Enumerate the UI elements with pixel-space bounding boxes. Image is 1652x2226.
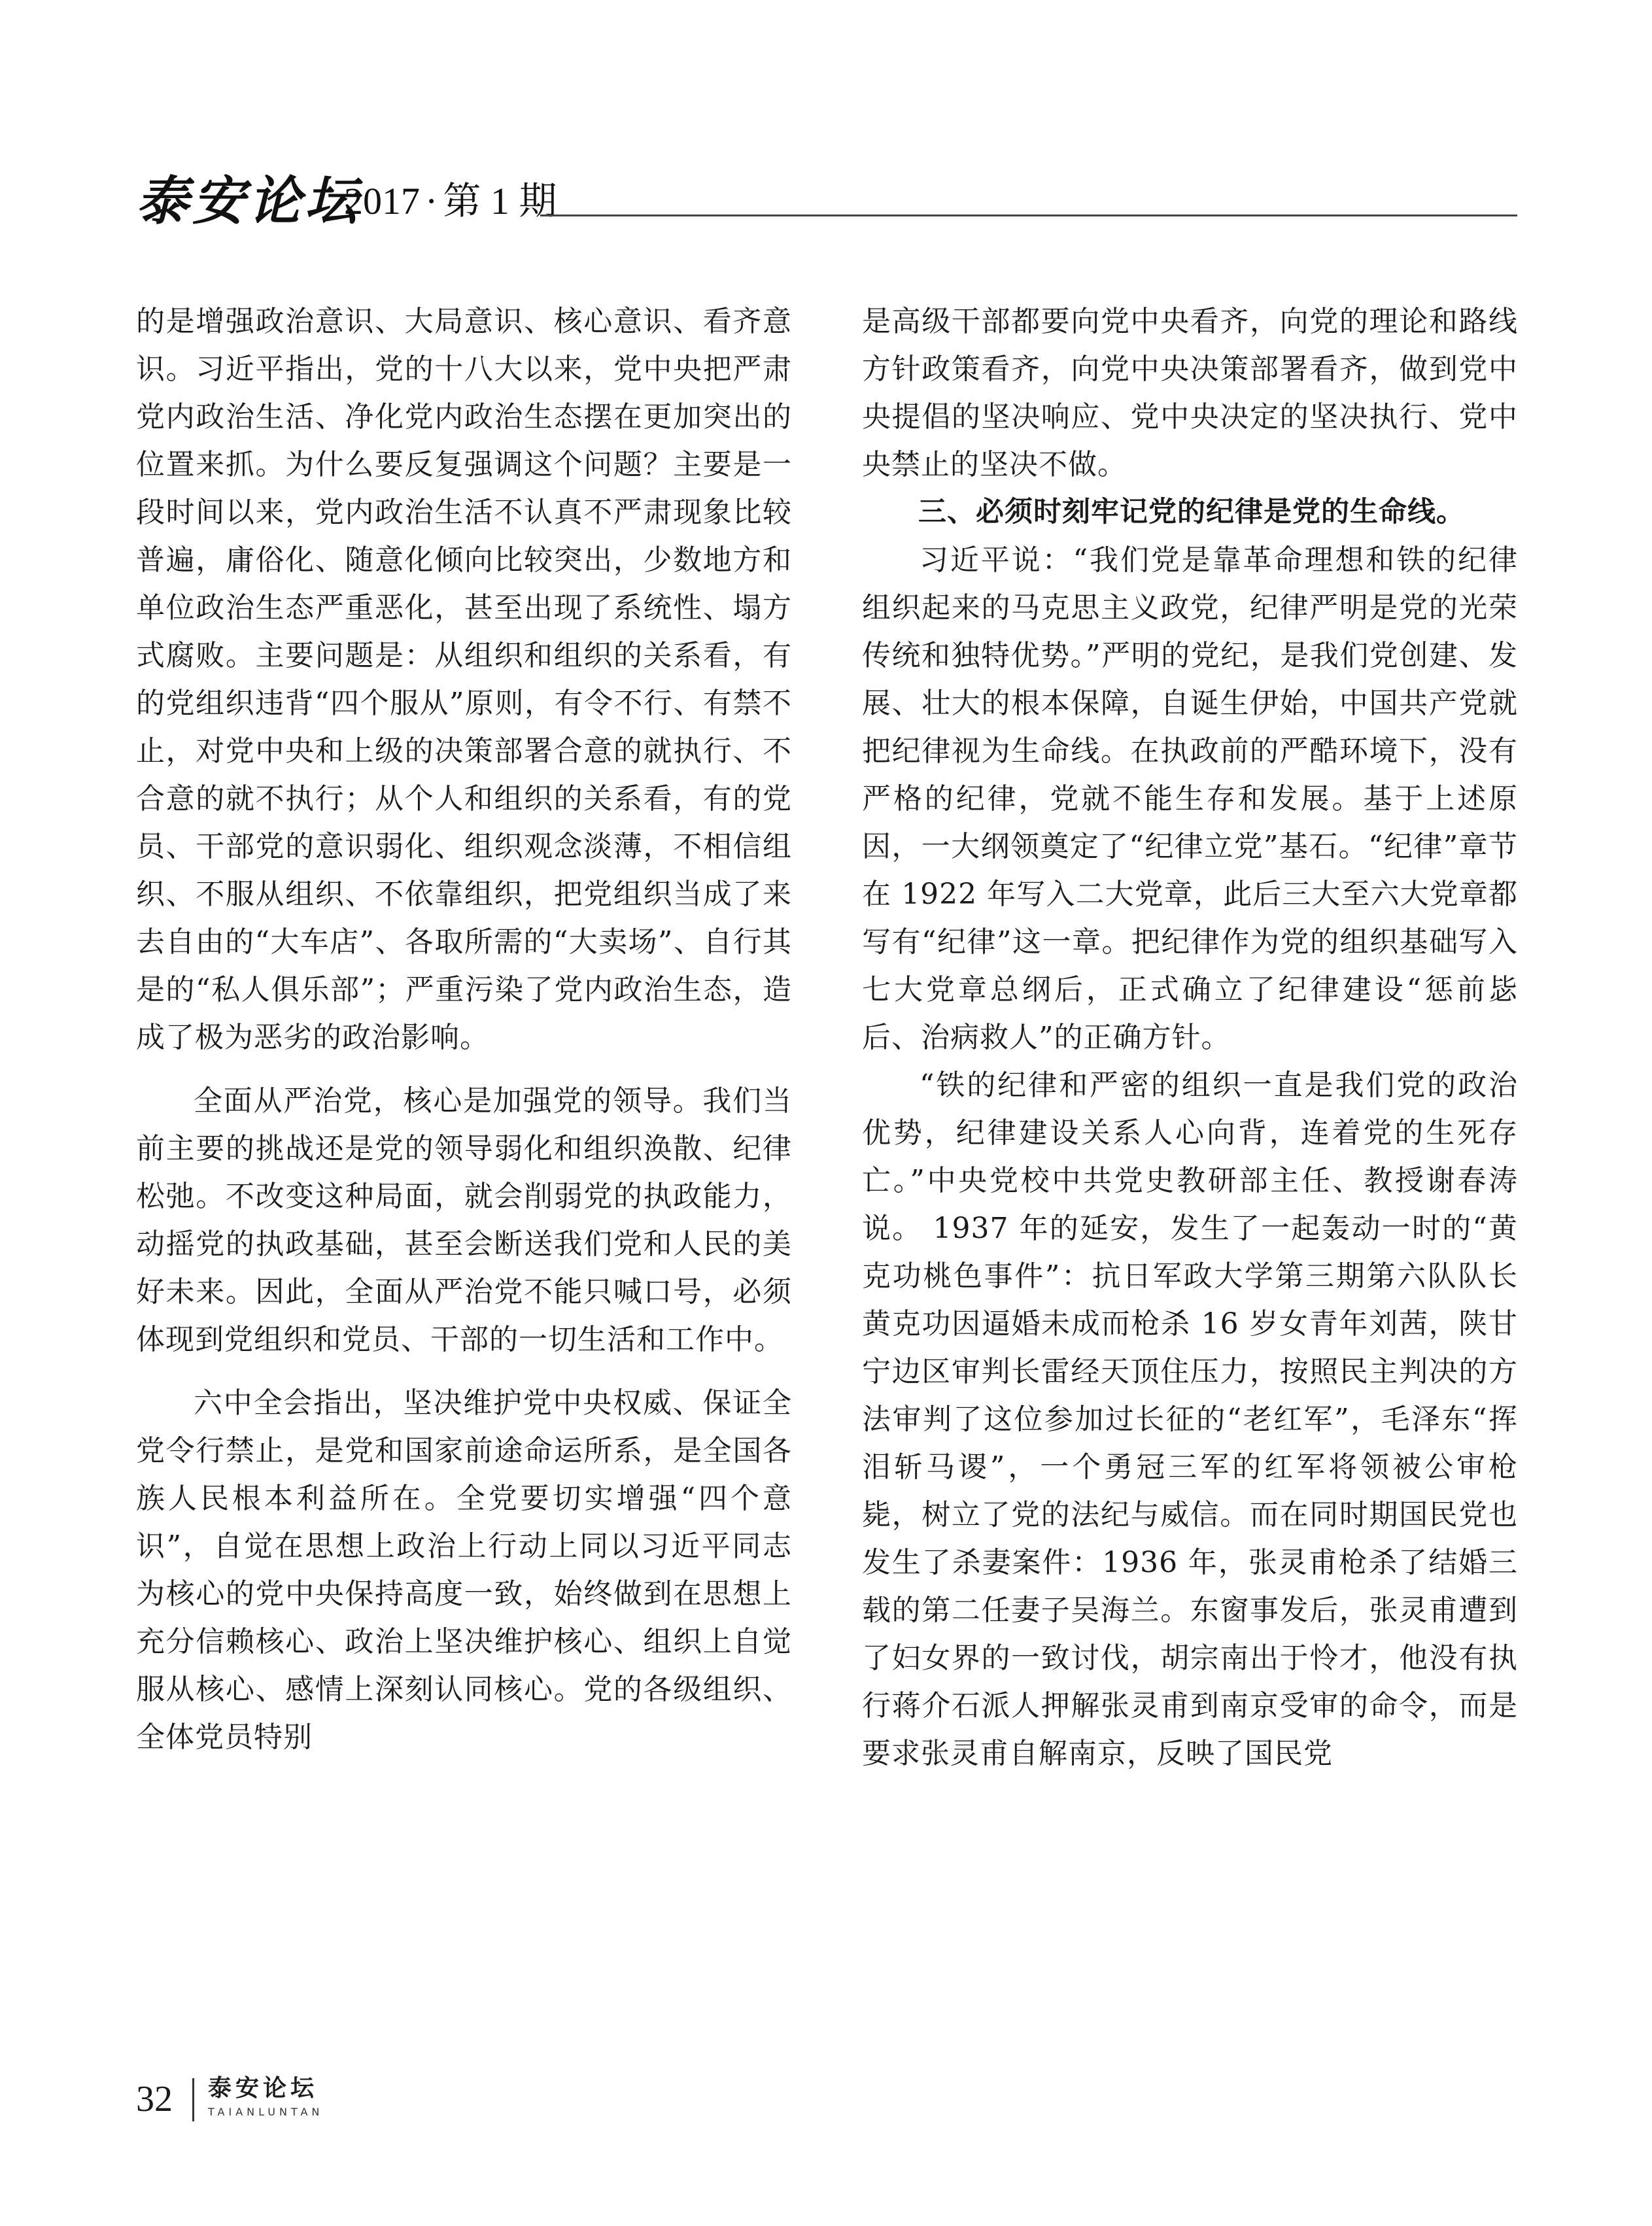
right-column xyxy=(862,298,1518,1777)
page-number: 32 xyxy=(136,2079,173,2119)
left-column xyxy=(136,298,792,1761)
issue-number: 第 1 期 xyxy=(443,180,557,222)
section-heading: 三、必须时刻牢记党的纪律是党的生命线。 xyxy=(918,496,1465,528)
issue-info xyxy=(344,175,557,228)
journal-title-logo: 泰安论坛 xyxy=(136,170,361,231)
paragraph: 全面从严治党，核心是加强党的领导。我们当前主要的挑战还是党的领导弱化和组织涣散、纪律松弛。不改变这种局面，就会削弱党的执政能力，动摇党的执政基础，甚至会断送我们党和人民的美好未来。因此，全面从严治党不能只喊口号，必须体现到党组织和党员、干部的一切生活和工作中。 xyxy=(136,1084,792,1356)
header-rule xyxy=(540,214,1517,216)
issue-separator: · xyxy=(425,180,438,222)
paragraph: 六中全会指出，坚决维护党中央权威、保证全党令行禁止，是党和国家前途命运所系，是全国各族人民根本利益所在。全党要切实增强“四个意识”，自觉在思想上政治上行动上同以习近平同志为核心的党中央保持高度一致，始终做到在思想上充分信赖核心、政治上坚决维护核心、组织上自觉服从核心、感情上深刻认同核心。党的各级组织、全体党员特别 xyxy=(136,1386,792,1754)
paragraph-continued: 的是增强政治意识、大局意识、核心意识、看齐意识。习近平指出，党的十八大以来，党中央把严肃党内政治生活、净化党内政治生态摆在更加突出的位置来抓。为什么要反复强调这个问题？主要是一段时间以来，党内政治生活不认真不严肃现象比较普遍，庸俗化、随意化倾向比较突出，少数地方和单位政治生态严重恶化，甚至出现了系统性、塌方式腐败。主要问题是：从组织和组织的关系看，有的党组织违背“四个服从”原则，有令不行、有禁不止，对党中央和上级的决策部署合意的就执行、不合意的就不执行；从个人和组织的关系看，有的党员、干部党的意识弱化、组织观念淡薄，不相信组织、不服从组织、不依靠组织，把党组织当成了来去自由的“大车店”、各取所需的“大卖场”、自行其是的“私人俱乐部”；严重污染了党内政治生态，造成了极为恶劣的政治影响。 xyxy=(136,305,792,1054)
footer-divider xyxy=(192,2078,194,2121)
paragraph: “铁的纪律和严密的组织一直是我们党的政治优势，纪律建设关系人心向背，连着党的生死存亡。”中央党校中共党史教研部主任、教授谢春涛说。 1937 年的延安，发生了一起轰动一时的“黄克功桃色事件”：抗日军政大学第三期第六队队长黄克功因逼婚未成而枪杀 16 岁女青年刘茜，陕甘宁边区审判长雷经天顶住压力，按照民主判决的方法审判了这位参加过长征的“老红军”，毛泽东“挥泪斩马谡”，一个勇冠三军的红军将领被公审枪毙，树立了党的法纪与威信。而在同时期国民党也发生了杀妻案件：1936 年，张灵甫枪杀了结婚三载的第二任妻子吴海兰。东窗事发后，张灵甫遭到了妇女界的一致讨伐，胡宗南出于怜才，他没有执行蒋介石派人押解张灵甫到南京受审的命令，而是要求张灵甫自解南京，反映了国民党 xyxy=(862,1069,1518,1770)
footer-journal-pinyin: TAIANLUNTAN xyxy=(208,2106,324,2118)
footer-journal-name: 泰安论坛 xyxy=(208,2075,318,2102)
paragraph-continued: 是高级干部都要向党中央看齐，向党的理论和路线方针政策看齐，向党中央决策部署看齐，做到党中央提倡的坚决响应、党中央决定的坚决执行、党中央禁止的坚决不做。 xyxy=(862,305,1518,481)
paragraph: 习近平说：“我们党是靠革命理想和铁的纪律组织起来的马克思主义政党，纪律严明是党的光荣传统和独特优势。”严明的党纪，是我们党创建、发展、壮大的根本保障，自诞生伊始，中国共产党就把纪律视为生命线。在执政前的严酷环境下，没有严格的纪律，党就不能生存和发展。基于上述原因，一大纲领奠定了“纪律立党”基石。“纪律”章节在 1922 年写入二大党章，此后三大至六大党章都写有“纪律”这一章。把纪律作为党的组织基础写入七大党章总纲后，正式确立了纪律建设“惩前毖后、治病救人”的正确方针。 xyxy=(862,543,1518,1054)
page-header xyxy=(136,171,1517,230)
issue-year: 2017 xyxy=(344,180,420,222)
